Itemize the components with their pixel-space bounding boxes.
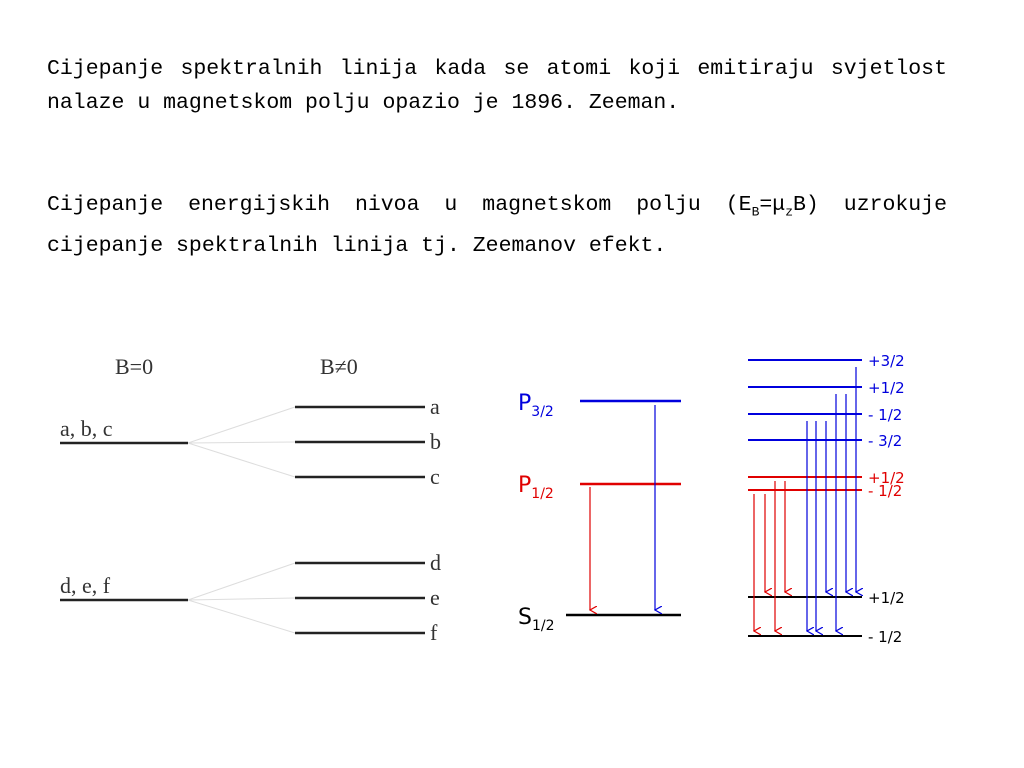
zeeman-transition-diagram [500,340,930,660]
guide-line [188,600,295,633]
p32-label: $P_{3/2}$ [518,391,554,420]
paragraph2-after: uzrokuje cijepanje spektralnih linija tj. Zeemanov efekt. [47,193,948,259]
level-splitting-diagram [50,340,470,650]
level-e-label: e [430,585,440,610]
mj-label: +1/2 [868,469,905,487]
guide-line [188,563,295,600]
mj-label: - 1/2 [868,628,903,646]
level-c-label: c [430,464,440,489]
level-a-label: a [430,394,440,419]
intro-paragraph: Cijepanje spektralnih linija kada se atomi koji emitiraju svjetlost nalaze u magnetskom polju opazio je 1896. Zeeman. [47,57,947,115]
guide-line [188,442,295,443]
paragraph2-before: Cijepanje energijskih nivoa u magnetskom polju [47,193,701,217]
header-b-zero: B=0 [115,354,154,379]
guide-line [188,443,295,477]
group2-label: d, e, f [60,573,111,598]
guide-line [188,407,295,443]
mj-label: - 3/2 [868,432,903,450]
group1-label: a, b, c [60,416,113,441]
mj-label: - 1/2 [868,482,903,500]
mj-label: +3/2 [868,352,905,370]
mj-label: +1/2 [868,379,905,397]
level-d-label: d [430,550,441,575]
mj-label: - 1/2 [868,406,903,424]
mj-label: +1/2 [868,589,905,607]
header-b-nonzero: B≠0 [320,354,358,379]
paragraph2-formula: $(E_B=\mu_zB)$ [725,193,819,220]
p12-label: $P_{1/2}$ [518,473,554,502]
zeeman-paragraph [47,188,947,263]
s12-label: $S_{1/2}$ [518,605,555,634]
level-b-label: b [430,429,441,454]
guide-line [188,598,295,600]
level-f-label: f [430,620,438,645]
